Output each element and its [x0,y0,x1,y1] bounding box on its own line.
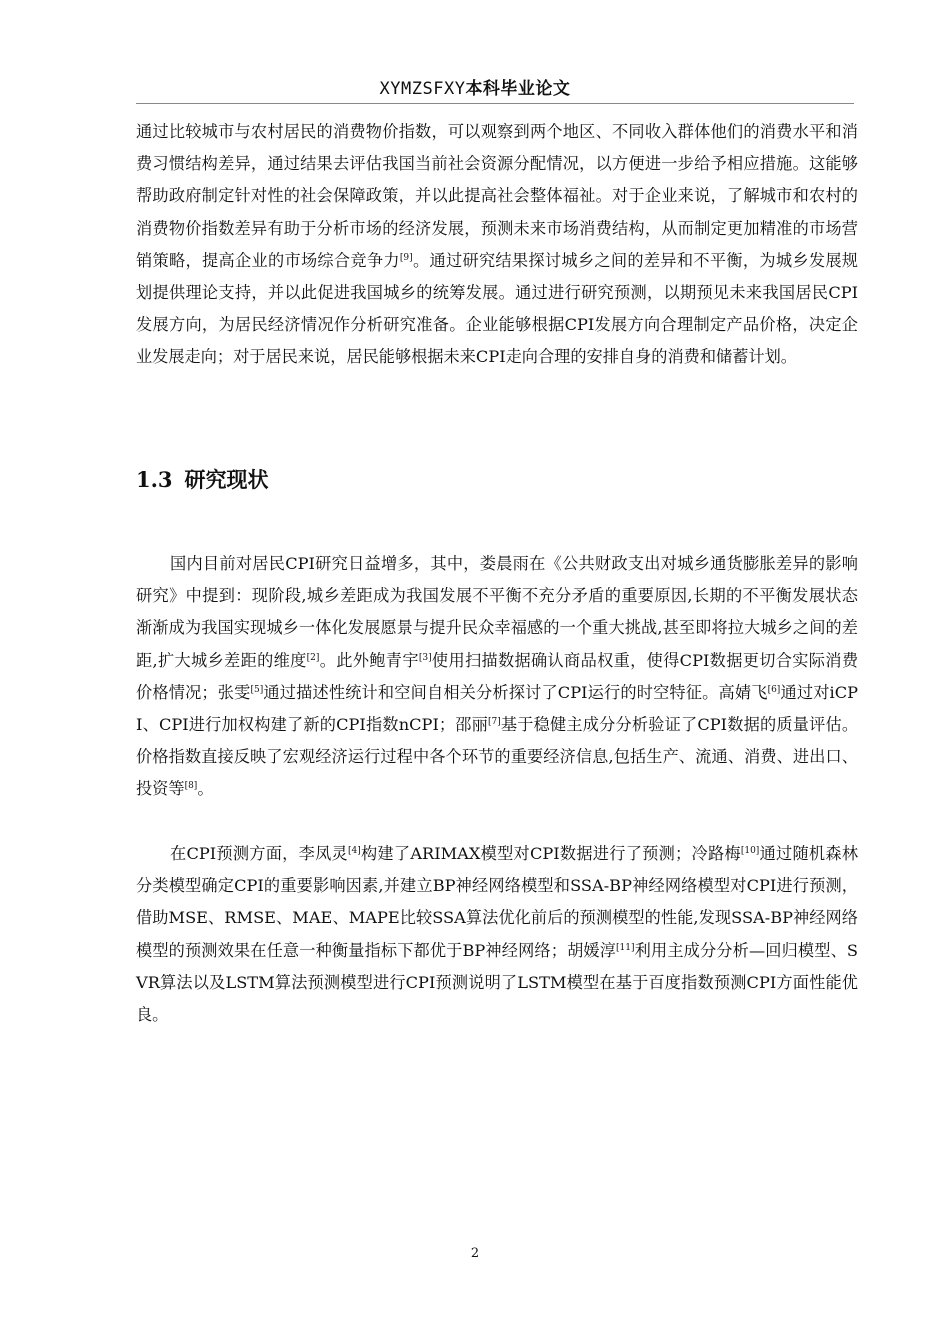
citation-5: [5] [250,684,264,695]
rp1-text-5: 通过对iCPI、CPI进行加权构建了新的CPI指数nCPI；邵丽 [136,682,859,735]
rp1-text-3: 使用扫描数据确认商品权重，使得CPI数据更切合实际消费价格情况；张雯 [136,650,859,702]
citation-8: [8] [184,781,198,792]
research-paragraph-1 [136,548,858,806]
intro-text-2: 。通过研究结果探讨城乡之间的差异和不平衡，为城乡发展规划提供理论支持，并以此促进我国城乡的统筹发展。通过进行研究预测，以期预见未来我国居民CPI发展方向，为居民经济情况作分析研究准备。企业能够根据CPI发展方向合理制定产品价格，决定企业发展走向；对于居民来说，居民能够根据未来CPI走向合理的安排自身的消费和储蓄计划。 [136,250,858,367]
header-title: 本科毕业论文 [465,79,571,99]
page-number: 2 [470,1246,480,1261]
citation-10: [10] [740,846,760,856]
citation-3: [3] [418,652,432,663]
citation-4: [4] [347,846,361,856]
header-latin: XYMZSFXY [379,79,466,99]
rp2-text-4: 利用主成分分析—回归模型、SVR算法以及LSTM算法预测模型进行CPI预测说明了LSTM模型在基于百度指数预测CPI方面性能优良。 [136,940,858,1025]
header-rule [136,103,854,104]
rp1-text-1: 国内目前对居民CPI研究日益增多，其中，娄晨雨在《公共财政支出对城乡通货膨胀差异的影响研究》中提到：现阶段,城乡差距成为我国发展不平衡不充分矛盾的重要原因,长期的不平衡发展状态渐渐成为我国实现城乡一体化发展愿景与提升民众幸福感的一个重大挑战,甚至即将拉大城乡之间的差距,扩大城乡差距的维度 [136,554,858,670]
intro-paragraph [136,116,858,374]
rp1-text-6: 基于稳健主成分分析验证了CPI数据的质量评估。价格指数直接反映了宏观经济运行过程中各个环节的重要经济信息,包括生产、流通、消费、进出口、投资等 [136,715,859,799]
rp1-text-4: 通过描述性统计和空间自相关分析探讨了CPI运行的时空特征。高婧飞 [263,682,768,702]
citation-2: [2] [306,652,320,663]
citation-9: [9] [399,252,413,263]
section-heading [136,464,269,494]
rp1-text-2: 。此外鲍青宇 [319,650,419,670]
research-paragraph-2 [136,838,858,1031]
rp2-text-2: 构建了ARIMAX模型对CPI数据进行了预测；冷路梅 [360,844,741,863]
section-title: 研究现状 [184,468,269,492]
rp1-text-7: 。 [197,779,214,799]
rp2-text-3: 通过随机森林分类模型确定CPI的重要影响因素,并建立BP神经网络模型和SSA-BP神经网络模型对CPI进行预测，借助MSE、RMSE、MAE、MAPE比较SSA算法优化前后的预测模型的性能,发现SSA-BP神经网络模型的预测效果在任意一种衡量指标下都优于BP神经网络；胡媛淳 [136,844,859,960]
section-number: 1.3 [136,467,173,492]
citation-7: [7] [487,717,501,728]
rp2-text-1: 在CPI预测方面，李凤灵 [170,844,348,863]
citation-6: [6] [767,684,781,695]
citation-11: [11] [616,942,635,953]
running-header [0,74,950,99]
intro-text-1: 通过比较城市与农村居民的消费物价指数，可以观察到两个地区、不同收入群体他们的消费水平和消费习惯结构差异，通过结果去评估我国当前社会资源分配情况，以方便进一步给予相应措施。这能够帮助政府制定针对性的社会保障政策，并以此提高社会整体福祉。对于企业来说，了解城市和农村的消费物价指数差异有助于分析市场的经济发展，预测未来市场消费结构，从而制定更加精准的市场营销策略，提高企业的市场综合竞争力 [136,122,858,270]
